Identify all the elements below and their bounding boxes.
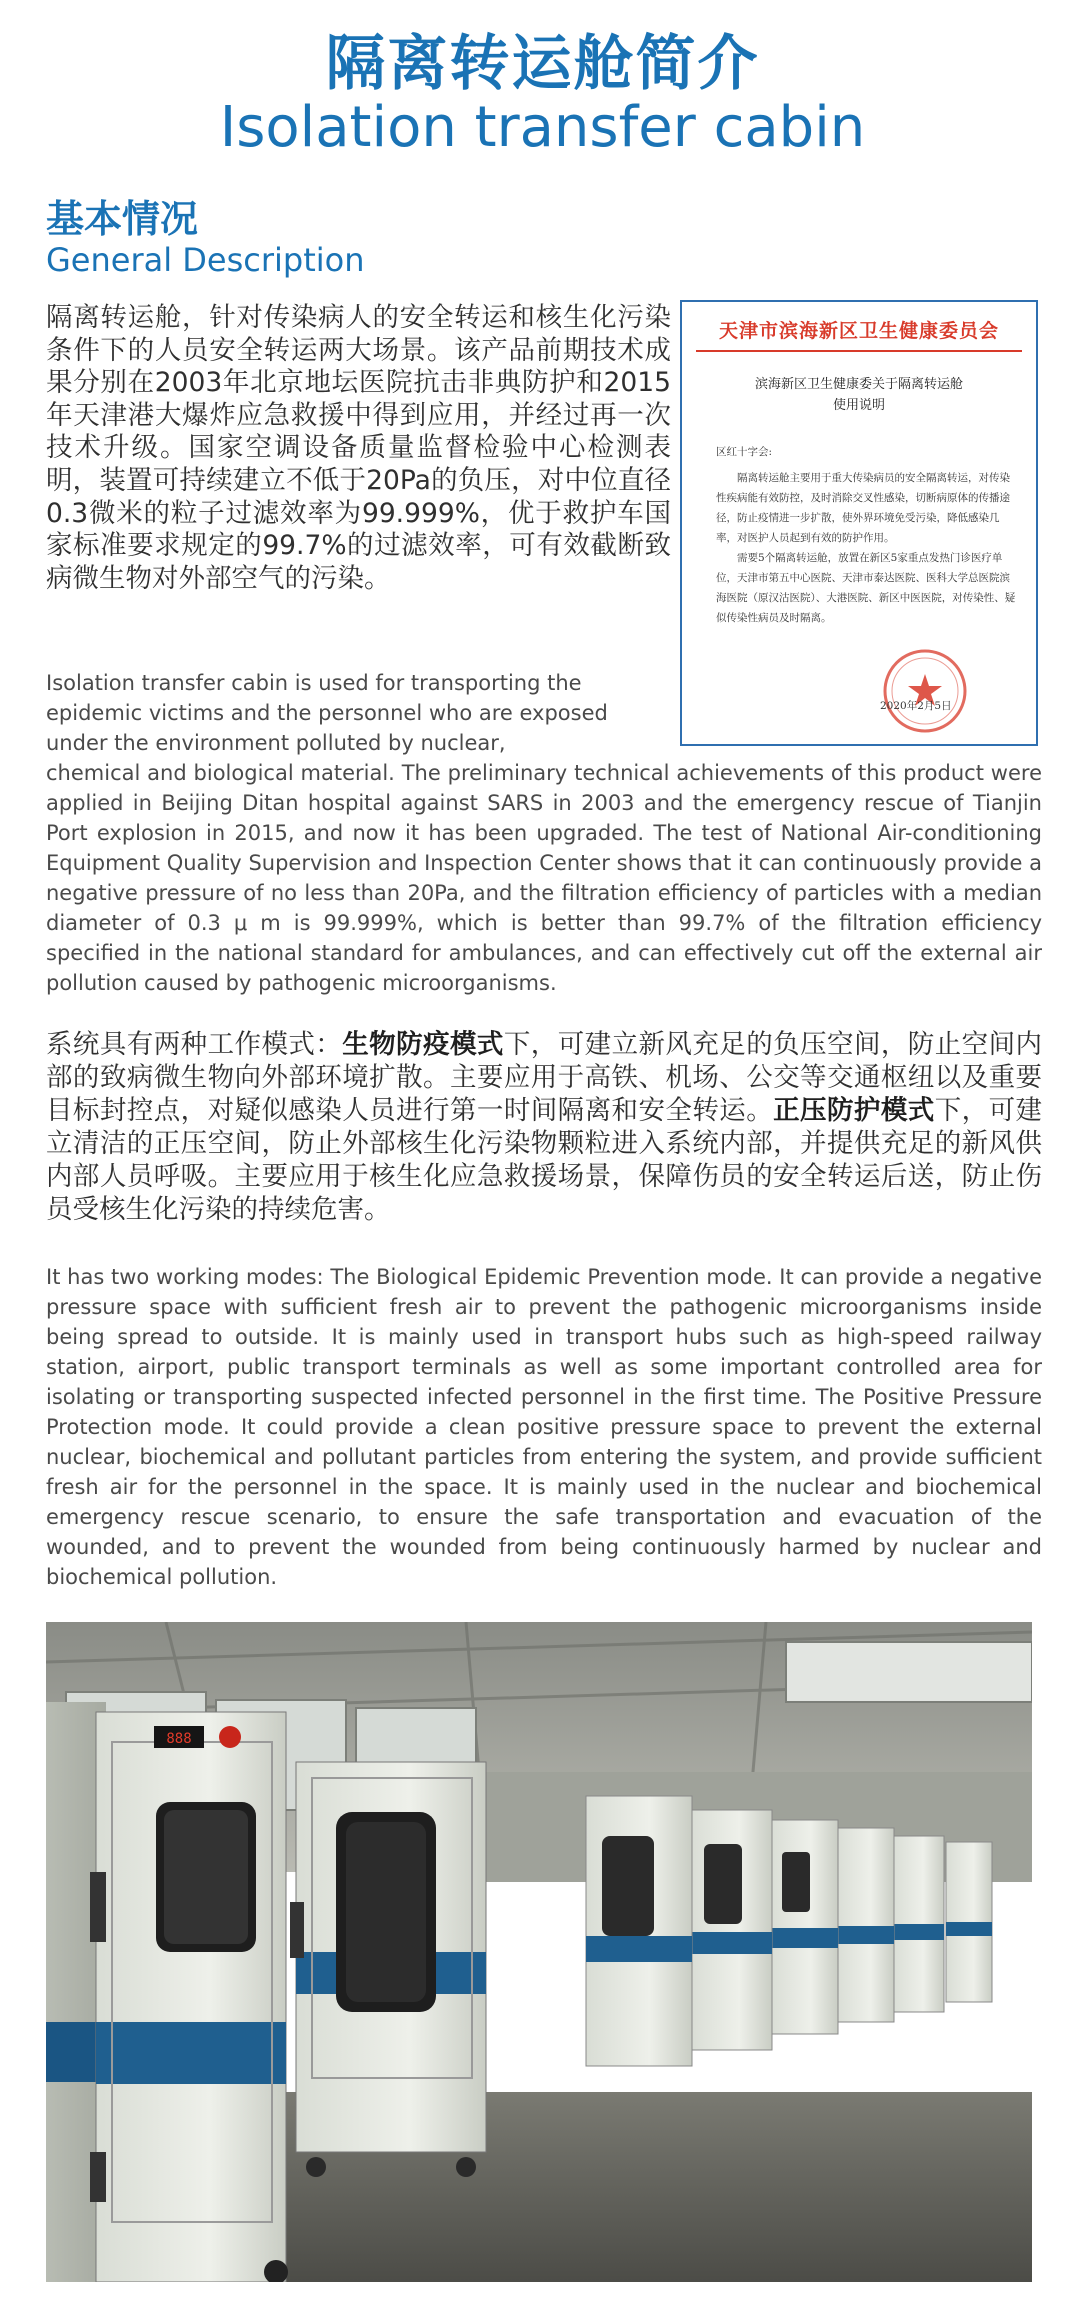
section-heading-en: General Description xyxy=(46,241,365,279)
mode1-description: 下，可建立新风充足的负压空间，防止空间内部的致病微生物向外部环境扩散。主要应用于高铁、机场、公交等交通枢纽以及重要目标封控点，对疑似感染人员进行第一时间隔离和安全转运。 xyxy=(46,1029,1043,1126)
notice-divider xyxy=(696,350,1022,352)
section-heading-zh: 基本情况 xyxy=(46,197,199,241)
notice-title xyxy=(692,374,1026,416)
notice-body-para2: 需要5个隔离转运舱，放置在新区5家重点发热门诊医疗单位，天津市第五中心医院、天津市泰达医院、医科大学总医院滨海医院（原汉沽医院）、大港医院、新区中医医院，对传染性、疑似传染性病员及时隔离。 xyxy=(716,552,1016,624)
modes-intro-text: 系统具有两种工作模式： xyxy=(46,1029,343,1060)
intro-paragraph-zh: 隔离转运舱，针对传染病人的安全转运和核生化污染条件下的人员安全转运两大场景。该产品前期技术成果分别在2003年北京地坛医院抗击非典防护和2015年天津港大爆炸应急救援中得到应用，并经过再一次技术升级。国家空调设备质量监督检验中心检测表明，装置可持续建立不低于20Pa的负压，对中位直径0.3微米的粒子过滤效率为99.999%，优于救护车国家标准要求规定的99.7%的过滤效率，可有效截断致病微生物对外部空气的污染。 xyxy=(46,302,671,594)
modes-paragraph-en: It has two working modes: The Biological Epidemic Prevention mode. It can provide a negative pressure space with sufficient fresh air to prevent the pathogenic microorganisms inside being spread to outside. It is mainly used in transport hubs such as high-speed railway station, airport, public transport terminals as well as some important controlled area for isolating or transporting suspected infected personnel in the first time. The Positive Pressure Protection mode. It could provide a clean positive pressure space to prevent the external nuclear, biochemical and pollutant particles from entering the system, and provide sufficient fresh air for the personnel in the space. It is mainly used in the nuclear and biochemical emergency rescue scenario, to ensure the safe transportation and evacuation of the wounded, and to prevent the wounded from being continuously harmed by nuclear and biochemical pollution. xyxy=(46,1265,1042,1589)
mode1-name: 生物防疫模式 xyxy=(342,1029,504,1060)
intro-paragraph-en-part2: chemical and biological material. The preliminary technical achievements of this product were applied in Beijing Ditan hospital against SARS in 2003 and the emergency rescue of Tianjin Port explosion in 2015, and now it has been upgraded. The test of National Air-conditioning Equipment Quality Supervision and Inspection Center shows that it can continuously provide a negative pressure of no less than 20Pa, and the filtration efficiency of particles with a median diameter of 0.3 μ m is 99.999%, which is better than 99.7% of the filtration efficiency specified in the national standard for ambulances, and can effectively cut off the external air pollution caused by pathogenic microorganisms. xyxy=(46,761,1042,995)
notice-title-line1: 滨海新区卫生健康委关于隔离转运舱 xyxy=(754,377,963,392)
modes-paragraph-zh xyxy=(46,1028,1042,1226)
notice-title-line2: 使用说明 xyxy=(832,398,885,413)
product-photo xyxy=(46,1622,1032,2282)
mode2-description: 下，可建立清洁的正压空间，防止外部核生化污染物颗粒进入系统内部，并提供充足的新风供内部人员呼吸。主要应用于核生化应急救援场景，保障伤员的安全转运后送，防止伤员受核生化污染的持续危害。 xyxy=(46,1095,1043,1225)
notice-body-para1: 隔离转运舱主要用于重大传染病员的安全隔离转运，对传染性疾病能有效防控，及时消除交叉性感染，切断病原体的传播途径，防止疫情进一步扩散，使外界环境免受污染，降低感染几率，对医护人员起到有效的防护作用。 xyxy=(716,472,1010,544)
page-title-zh: 隔离转运舱简介 xyxy=(325,29,760,99)
cabin-display-readout: 888 xyxy=(166,1731,192,1747)
notice-body xyxy=(716,468,1016,628)
intro-paragraph-en-part1: Isolation transfer cabin is used for transporting the epidemic victims and the personnel who are exposed under the environment polluted by nuclear, xyxy=(46,671,608,755)
warehouse-cabins-image xyxy=(46,1622,1032,2282)
notice-date: 2020年2月5日 xyxy=(880,700,952,712)
mode2-name: 正压防护模式 xyxy=(773,1095,935,1126)
notice-document xyxy=(680,300,1038,746)
notice-greeting: 区红十字会: xyxy=(716,446,773,458)
page-title-en: Isolation transfer cabin xyxy=(219,95,866,160)
notice-org-header: 天津市滨海新区卫生健康委员会 xyxy=(718,320,999,342)
official-seal-icon xyxy=(882,648,968,734)
